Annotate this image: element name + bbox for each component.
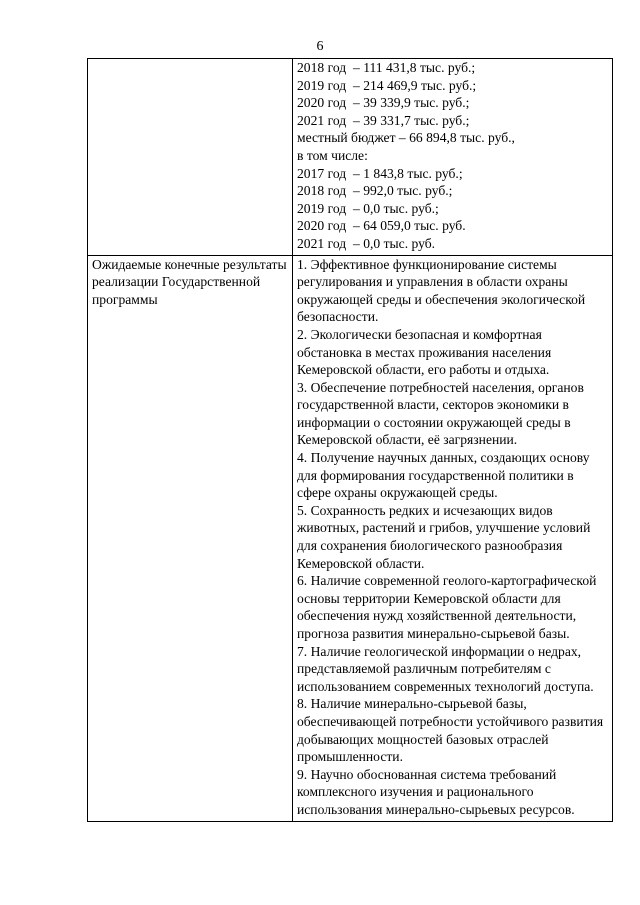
results-cell (293, 255, 613, 821)
result-item: 5. Сохранность редких и исчезающих видов животных, растений и грибов, улучшение условий для сохранения биологического разнообразия Кемеровской области. (297, 502, 591, 571)
local-funding-line (297, 182, 608, 200)
funding-year: 2019 год (297, 77, 347, 93)
local-funding-line (297, 217, 608, 235)
funding-label-cell (88, 59, 293, 256)
funding-amount: – 111 431,8 тыс. руб.; (353, 60, 476, 75)
result-item: 9. Научно обоснованная система требований комплексного изучения и рационального использования минерально-сырьевых ресурсов. (297, 766, 575, 817)
funding-year: 2017 год (297, 165, 347, 181)
funding-line (297, 77, 608, 95)
funding-line (297, 59, 608, 77)
funding-line (297, 112, 608, 130)
local-budget-total: местный бюджет – 66 894,8 тыс. руб., (297, 130, 515, 146)
funding-amount: – 39 339,9 тыс. руб.; (353, 95, 470, 111)
result-item: 8. Наличие минерально-сырьевой базы, обеспечивающей потребности устойчивого развития добывающих мощностей базовых отраслей промышленности. (297, 696, 604, 765)
funding-row (88, 59, 613, 256)
program-passport-table (87, 58, 613, 822)
funding-amount: – 214 469,9 тыс. руб.; (353, 77, 477, 93)
results-label: Ожидаемые конечные результаты реализации Государственной программы (88, 255, 293, 821)
result-item: 2. Экологически безопасная и комфортная обстановка в местах проживания населения Кемеровской области, его работы и отдыха. (297, 326, 552, 378)
funding-year: 2018 год (297, 60, 347, 75)
including-label: в том числе: (297, 147, 368, 163)
funding-amount: – 0,0 тыс. руб. (353, 235, 436, 251)
local-funding-line (297, 235, 608, 253)
funding-year: 2021 год (297, 112, 347, 128)
local-funding-line (297, 165, 608, 183)
result-item: 1. Эффективное функционирование системы регулирования и управления в области охраны окружающей среды и обеспечения экологической безопасности. (297, 256, 586, 325)
page-number: 6 (316, 39, 324, 54)
funding-year: 2020 год (297, 218, 347, 234)
funding-line (297, 94, 608, 112)
funding-year: 2020 год (297, 95, 347, 111)
funding-amount: – 0,0 тыс. руб.; (353, 200, 439, 216)
result-item: 7. Наличие геологической информации о недрах, представляемой различным потребителям с использованием современных технологий доступа. (297, 643, 594, 694)
results-row (88, 255, 613, 821)
funding-amount: – 64 059,0 тыс. руб. (353, 218, 466, 234)
result-item: 3. Обеспечение потребностей населения, органов государственной власти, секторов экономики в информации о состоянии окружающей среды в Кемеровской области, её загрязнении. (297, 379, 584, 448)
funding-amount: – 39 331,7 тыс. руб.; (353, 112, 470, 128)
funding-year: 2019 год (297, 200, 347, 216)
funding-year: 2018 год (297, 183, 347, 199)
result-item: 6. Наличие современной геолого-картографической основы территории Кемеровской области для обеспечения нужд хозяйственной деятельности, прогноза развития минерально-сырьевой базы. (297, 573, 597, 641)
funding-year: 2021 год (297, 235, 347, 251)
funding-amount: – 1 843,8 тыс. руб.; (353, 165, 463, 181)
result-item: 4. Получение научных данных, создающих основу для формирования государственной политики в сфере охраны окружающей среды. (297, 450, 590, 501)
funding-amount: – 992,0 тыс. руб.; (353, 183, 453, 199)
local-funding-line (297, 200, 608, 218)
funding-cell (293, 59, 613, 256)
